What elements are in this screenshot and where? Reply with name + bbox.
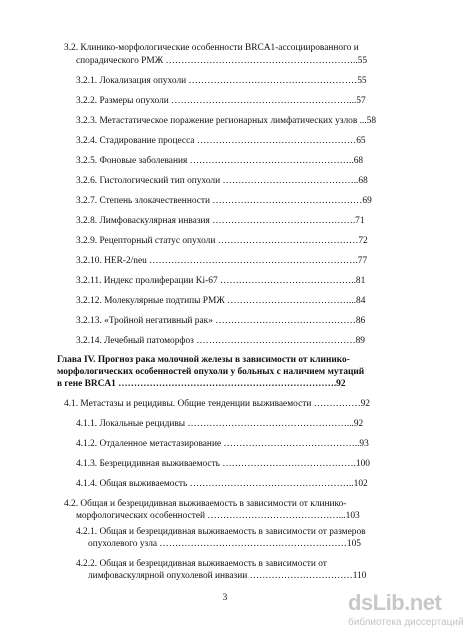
toc-chapter-4-cont-2: в гене BRCA1 …………………………………………………………….92 [57, 379, 346, 389]
toc-section-3-2-1: 3.2.1. Локализация опухоли ………………………………………………55 [76, 76, 367, 86]
toc-section-3-2-11: 3.2.11. Индекс пролиферации Ki-67 ……………………………………..81 [76, 276, 366, 286]
watermark-logo: dsLib.net [348, 590, 442, 615]
toc-section-3-2-cont: спорадического РМЖ ……………………………………………………..55 [76, 56, 368, 66]
toc-section-4-2: 4.2. Общая и безрецидивная выживаемость в зависимости от клинико- [64, 499, 347, 509]
toc-section-3-2-14: 3.2.14. Лечебный патоморфоз ……………………………………………89 [76, 336, 365, 346]
toc-section-4-1-4: 4.1.4. Общая выживаемость ……………………………………………..102 [76, 479, 368, 489]
toc-section-4-2-1-cont: опухолевого узла ……………………………………………………105 [88, 539, 361, 549]
toc-section-4-2-2: 4.2.2. Общая и безрецидивная выживаемость в зависимости от [76, 559, 327, 569]
toc-section-3-2-12: 3.2.12. Молекулярные подтипы РМЖ …………………………………...84 [76, 296, 366, 306]
toc-section-3-2-9: 3.2.9. Рецепторный статус опухоли ………………………………………72 [76, 236, 368, 246]
toc-section-3-2-2: 3.2.2. Размеры опухоли …………………………………………………...57 [76, 96, 366, 106]
toc-section-4-2-1: 4.2.1. Общая и безрецидивная выживаемость в зависимости от размеров [76, 527, 366, 537]
toc-section-4-2-2-cont: лимфоваскулярной опухолевой инвазии ……………………………110 [88, 571, 367, 581]
toc-section-3-2-10: 3.2.10. HER-2/neu ………………………………………………………….77 [76, 256, 368, 266]
toc-section-3-2-3: 3.2.3. Метастатическое поражение регионарных лимфатических узлов ...58 [76, 116, 377, 126]
toc-section-3-2-4: 3.2.4. Стадирование процесса ……………………………………………65 [76, 136, 366, 146]
toc-section-3-2-6: 3.2.6. Гистологический тип опухоли ……………………………………..68 [76, 176, 368, 186]
toc-section-3-2-7: 3.2.7. Степень злокачественности …………………………………………69 [76, 196, 372, 206]
page-number: 3 [222, 593, 228, 603]
toc-section-4-2-cont: морфологических особенностей ……………………………………...103 [76, 511, 360, 521]
toc-section-3-2-8: 3.2.8. Лимфоваскулярная инвазия ……………………………………….71 [76, 216, 365, 226]
toc-section-4-1-2: 4.1.2. Отдаленное метастазирование ……………………………………..93 [76, 439, 369, 449]
dslib-watermark [330, 588, 464, 636]
toc-section-3-2-13: 3.2.13. «Тройной негативный рак» ………………………………………86 [76, 316, 366, 326]
toc-section-4-1-1: 4.1.1. Локальные рецидивы ……………………………………………...92 [76, 419, 364, 429]
toc-section-4-1-3: 4.1.3. Безрецидивная выживаемость …………………………………….100 [76, 459, 370, 469]
toc-section-4-1: 4.1. Метастазы и рецидивы. Общие тенденции выживаемости ……………92 [64, 399, 370, 409]
toc-chapter-4: Глава IV. Прогноз рака молочной железы в зависимости от клинико- [57, 355, 350, 365]
watermark-subtitle: библиотека диссертаций [348, 617, 464, 628]
toc-section-3-2-5: 3.2.5. Фоновые заболевания ……………………………………………..68 [76, 156, 364, 166]
toc-chapter-4-cont-1: морфологических особенностей опухоли у больных с наличием мутаций [57, 367, 365, 377]
toc-section-3-2: 3.2. Клинико-морфологические особенности BRCA1-ассоциированного и [64, 43, 359, 53]
